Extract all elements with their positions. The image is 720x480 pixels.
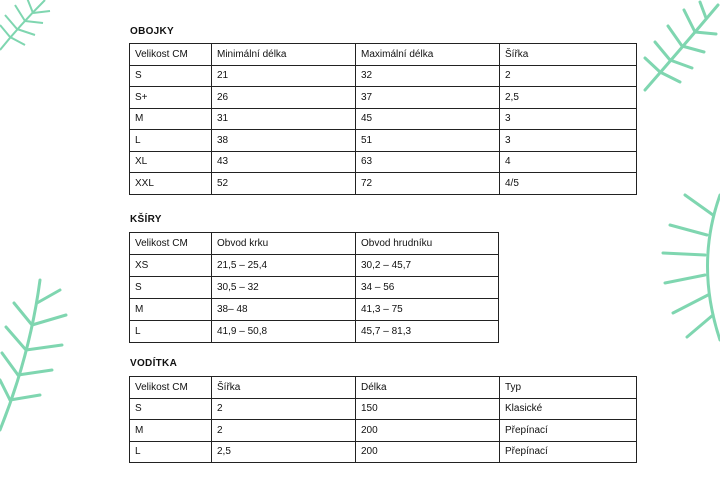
table-cell: S (130, 65, 212, 87)
table-row (130, 277, 499, 299)
header-cell: Velikost CM (130, 377, 212, 399)
table-cell: L (130, 321, 212, 343)
table-cell: 30,2 – 45,7 (356, 255, 499, 277)
table-cell: XL (130, 151, 212, 173)
table-row (130, 420, 637, 442)
table-cell: M (130, 108, 212, 130)
header-cell: Obvod hrudníku (356, 233, 499, 255)
table-cell: 30,5 – 32 (212, 277, 356, 299)
table-cell: L (130, 130, 212, 152)
table-cell: 2 (212, 420, 356, 442)
table-row (130, 65, 637, 87)
table-cell: 72 (356, 173, 500, 195)
table-cell: 3 (500, 130, 637, 152)
palm-leaf-icon-top-left (0, 0, 55, 55)
table-cell: 150 (356, 398, 500, 420)
table-cell: 51 (356, 130, 500, 152)
table-cell: 38 (212, 130, 356, 152)
palm-leaf-icon-bottom-left (0, 275, 75, 435)
header-cell: Velikost CM (130, 233, 212, 255)
table-cell: M (130, 299, 212, 321)
table-cell: 4 (500, 151, 637, 173)
table-cell: S (130, 398, 212, 420)
section-title-ksiry: KŠÍRY (130, 214, 162, 225)
table-cell: 26 (212, 87, 356, 109)
header-cell: Velikost CM (130, 44, 212, 66)
table-row (130, 151, 637, 173)
table-cell: 63 (356, 151, 500, 173)
table-cell: S+ (130, 87, 212, 109)
table-cell: 200 (356, 420, 500, 442)
table-header-row (130, 377, 637, 399)
table-cell: 34 – 56 (356, 277, 499, 299)
table-cell: Přepínací (500, 441, 637, 463)
table-header-row (130, 233, 499, 255)
table-cell: 38– 48 (212, 299, 356, 321)
header-cell: Maximální délka (356, 44, 500, 66)
table-row (130, 108, 637, 130)
table-cell: 31 (212, 108, 356, 130)
header-cell: Šířka (212, 377, 356, 399)
table-row (130, 321, 499, 343)
header-cell: Obvod krku (212, 233, 356, 255)
table-cell: L (130, 441, 212, 463)
table-cell: XXL (130, 173, 212, 195)
palm-leaf-icon-right (655, 185, 720, 345)
table-cell: XS (130, 255, 212, 277)
table-row (130, 299, 499, 321)
table-cell: 52 (212, 173, 356, 195)
table-cell: 21,5 – 25,4 (212, 255, 356, 277)
table-row (130, 441, 637, 463)
table-voditka (129, 376, 637, 463)
table-cell: 21 (212, 65, 356, 87)
table-obojky (129, 43, 637, 195)
table-ksiry (129, 232, 499, 343)
table-cell: 2 (212, 398, 356, 420)
table-cell: S (130, 277, 212, 299)
table-row (130, 255, 499, 277)
header-cell: Šířka (500, 44, 637, 66)
table-row (130, 87, 637, 109)
section-title-voditka: VODÍTKA (130, 358, 178, 369)
header-cell: Typ (500, 377, 637, 399)
table-cell: M (130, 420, 212, 442)
table-cell: 45,7 – 81,3 (356, 321, 499, 343)
palm-leaf-icon-top-right (640, 0, 720, 95)
table-cell: 32 (356, 65, 500, 87)
table-row (130, 130, 637, 152)
table-cell: 43 (212, 151, 356, 173)
table-cell: 4/5 (500, 173, 637, 195)
table-header-row (130, 44, 637, 66)
table-cell: 200 (356, 441, 500, 463)
table-cell: Přepínací (500, 420, 637, 442)
table-cell: 3 (500, 108, 637, 130)
table-cell: 41,9 – 50,8 (212, 321, 356, 343)
header-cell: Délka (356, 377, 500, 399)
table-cell: Klasické (500, 398, 637, 420)
table-row (130, 398, 637, 420)
section-title-obojky: OBOJKY (130, 26, 175, 37)
table-row (130, 173, 637, 195)
table-cell: 2,5 (212, 441, 356, 463)
table-cell: 37 (356, 87, 500, 109)
header-cell: Minimální délka (212, 44, 356, 66)
table-cell: 2 (500, 65, 637, 87)
table-cell: 2,5 (500, 87, 637, 109)
table-cell: 45 (356, 108, 500, 130)
table-cell: 41,3 – 75 (356, 299, 499, 321)
